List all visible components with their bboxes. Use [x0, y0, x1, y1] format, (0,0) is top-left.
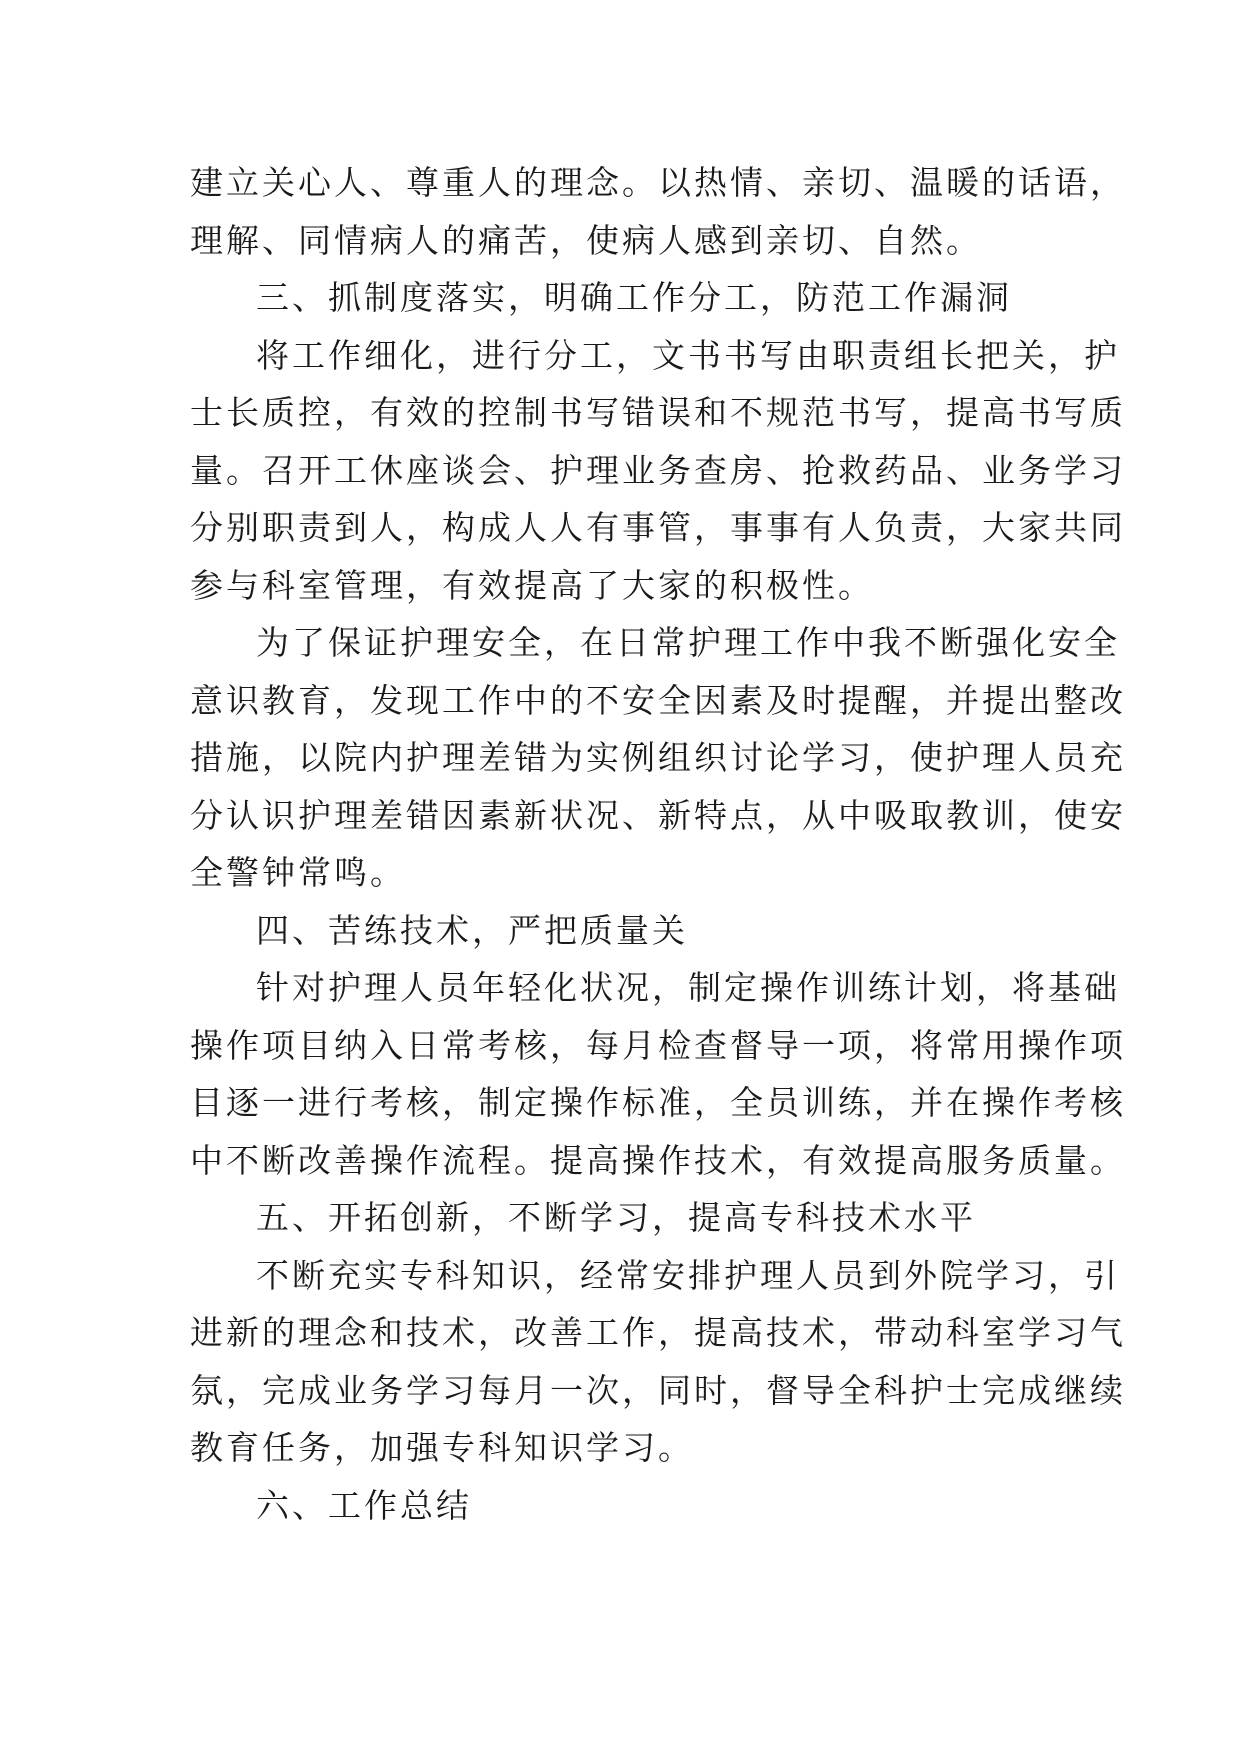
text-line: 不断充实专科知识，经常安排护理人员到外院学习，引 — [256, 1255, 1120, 1295]
section-heading-5: 五、开拓创新，不断学习，提高专科技术水平 — [256, 1198, 976, 1237]
text-line: 参与科室管理，有效提高了大家的积极性。 — [190, 565, 874, 605]
text-line: 目逐一进行考核，制定操作标准，全员训练，并在操作考核 — [190, 1083, 1126, 1122]
text-line: 理解、同情病人的痛苦，使病人感到亲切、自然。 — [190, 220, 982, 260]
text-line: 中不断改善操作流程。提高操作技术，有效提高服务质量。 — [190, 1140, 1126, 1180]
text-line: 量。召开工休座谈会、护理业务查房、抢救药品、业务学习 — [190, 450, 1126, 490]
text-line: 进新的理念和技术，改善工作，提高技术，带动科室学习气 — [190, 1313, 1126, 1352]
text-line: 针对护理人员年轻化状况，制定操作训练计划，将基础 — [256, 968, 1120, 1007]
document-body — [190, 154, 1126, 1534]
text-line: 操作项目纳入日常考核，每月检查督导一项，将常用操作项 — [190, 1025, 1126, 1065]
text-line: 意识教育，发现工作中的不安全因素及时提醒，并提出整改 — [190, 680, 1126, 720]
text-line: 教育任务，加强专科知识学习。 — [190, 1428, 694, 1467]
text-line: 氛，完成业务学习每月一次，同时，督导全科护士完成继续 — [190, 1370, 1126, 1410]
text-line: 措施，以院内护理差错为实例组织讨论学习，使护理人员充 — [190, 738, 1126, 777]
text-line: 分别职责到人，构成人人有事管，事事有人负责，大家共同 — [190, 508, 1126, 547]
text-line: 士长质控，有效的控制书写错误和不规范书写，提高书写质 — [190, 393, 1126, 432]
text-line: 全警钟常鸣。 — [190, 853, 406, 892]
text-line: 为了保证护理安全，在日常护理工作中我不断强化安全 — [256, 623, 1120, 662]
text-line: 建立关心人、尊重人的理念。以热情、亲切、温暖的话语， — [190, 163, 1126, 202]
section-heading-3: 三、抓制度落实，明确工作分工，防范工作漏洞 — [256, 278, 1012, 317]
section-heading-4: 四、苦练技术，严把质量关 — [256, 910, 688, 950]
text-line: 将工作细化，进行分工，文书书写由职责组长把关，护 — [256, 335, 1120, 375]
text-line: 分认识护理差错因素新状况、新特点，从中吸取教训，使安 — [190, 795, 1126, 835]
section-heading-6: 六、工作总结 — [256, 1485, 472, 1525]
